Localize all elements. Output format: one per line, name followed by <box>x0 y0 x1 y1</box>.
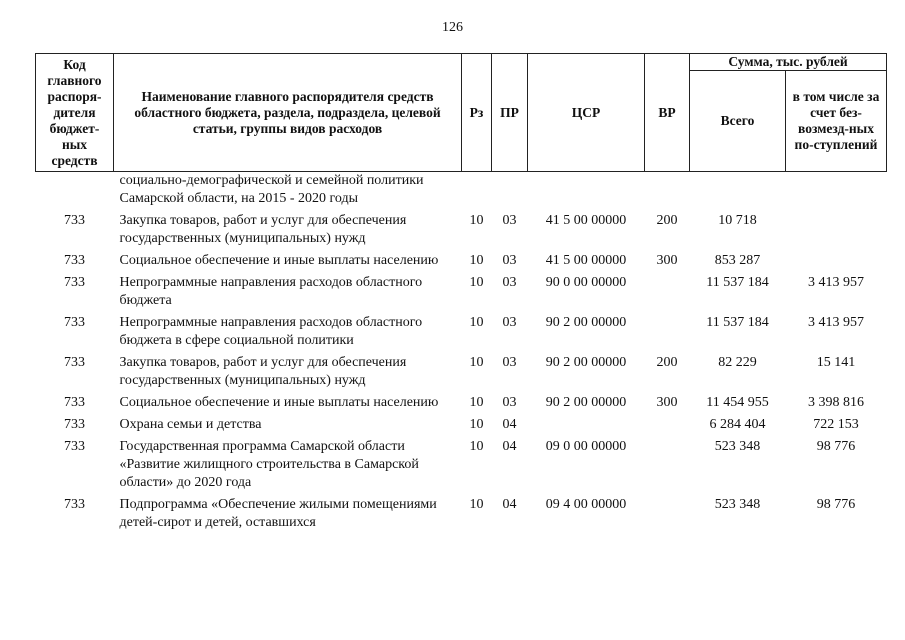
cell-csr: 90 2 00 00000 <box>545 315 627 330</box>
cell-vr: 200 <box>656 213 678 228</box>
cell-code: 733 <box>64 395 85 410</box>
cell-rz: 10 <box>469 315 484 330</box>
cell-name: Непрограммные направления расходов областного бюджета в сфере социальной политики <box>119 315 423 348</box>
cell-pr: 04 <box>502 417 517 432</box>
cell-rz: 10 <box>469 395 484 410</box>
cell-name: Закупка товаров, работ и услуг для обеспечения государственных (муниципальных) нужд <box>119 213 407 246</box>
header-rz: Рз <box>462 54 492 172</box>
cell-vr <box>645 270 690 310</box>
cell-csr <box>528 412 645 434</box>
cell-code: 733 <box>64 213 85 228</box>
table-header <box>36 54 887 172</box>
cell-free: 722 153 <box>813 417 859 432</box>
cell-name: Непрограммные направления расходов областного бюджета <box>119 275 423 308</box>
cell-name: Закупка товаров, работ и услуг для обеспечения государственных (муниципальных) нужд <box>119 355 407 388</box>
header-name: Наименование главного распорядителя средств областного бюджета, раздела, подраздела, целевой статьи, группы видов расходов <box>114 54 462 172</box>
cell-rz: 10 <box>469 439 484 454</box>
cell-code <box>36 172 114 209</box>
cell-csr: 90 2 00 00000 <box>545 355 627 370</box>
cell-total: 11 537 184 <box>706 315 769 330</box>
cell-code: 733 <box>64 439 85 454</box>
cell-free <box>786 248 887 270</box>
cell-vr <box>645 310 690 350</box>
cell-free: 3 413 957 <box>808 315 864 330</box>
cell-code: 733 <box>64 315 85 330</box>
cell-pr: 03 <box>502 315 517 330</box>
cell-free: 98 776 <box>816 439 856 454</box>
cell-pr: 03 <box>502 355 517 370</box>
cell-csr: 09 4 00 00000 <box>545 497 627 512</box>
cell-pr: 04 <box>502 439 517 454</box>
cell-csr: 41 5 00 00000 <box>545 253 627 268</box>
cell-vr <box>645 412 690 434</box>
cell-rz: 10 <box>469 417 484 432</box>
cell-vr: 300 <box>656 253 678 268</box>
table-row <box>36 270 887 310</box>
cell-vr: 300 <box>656 395 678 410</box>
cell-total: 523 348 <box>714 439 761 454</box>
cell-free: 3 398 816 <box>808 395 864 410</box>
cell-csr: 41 5 00 00000 <box>545 213 627 228</box>
table-row <box>36 208 887 248</box>
cell-code: 733 <box>64 275 85 290</box>
cell-total: 523 348 <box>714 497 761 512</box>
budget-table <box>35 53 887 532</box>
cell-vr <box>645 492 690 532</box>
cell-name: Подпрограмма «Обеспечение жилыми помещениями детей-сирот и детей, оставшихся <box>119 497 437 530</box>
cell-vr <box>645 434 690 492</box>
cell-csr: 90 0 00 00000 <box>545 275 627 290</box>
cell-pr: 03 <box>502 395 517 410</box>
cell-name: Охрана семьи и детства <box>119 417 262 432</box>
cell-code: 733 <box>64 497 85 512</box>
cell-csr: 90 2 00 00000 <box>545 395 627 410</box>
table-body <box>36 172 887 533</box>
cell-name: Государственная программа Самарской области «Развитие жилищного строительства в Самарской области» до 2020 года <box>119 439 419 490</box>
cell-total: 10 718 <box>718 213 757 228</box>
cell-rz: 10 <box>469 355 484 370</box>
table-row <box>36 492 887 532</box>
cell-csr: 09 0 00 00000 <box>545 439 627 454</box>
cell-rz: 10 <box>469 497 484 512</box>
cell-code: 733 <box>64 253 85 268</box>
table-row <box>36 434 887 492</box>
header-total: Всего <box>690 71 786 172</box>
cell-total: 853 287 <box>714 253 761 268</box>
header-free: в том числе за счет без-возмезд-ных по-ступлений <box>786 71 887 172</box>
table-row <box>36 310 887 350</box>
cell-code: 733 <box>64 355 85 370</box>
cell-rz: 10 <box>469 213 484 228</box>
cell-free: 15 141 <box>816 355 856 370</box>
table-row <box>36 248 887 270</box>
header-vr: ВР <box>645 54 690 172</box>
header-csr: ЦСР <box>528 54 645 172</box>
table-row <box>36 412 887 434</box>
cell-name: социально-демографической и семейной политики Самарской области, на 2015 - 2020 годы <box>119 173 424 206</box>
cell-pr: 03 <box>502 253 517 268</box>
cell-pr: 03 <box>502 213 517 228</box>
table-row <box>36 390 887 412</box>
cell-total: 6 284 404 <box>709 417 766 432</box>
cell-free: 3 413 957 <box>808 275 864 290</box>
cell-name: Социальное обеспечение и иные выплаты населению <box>119 395 439 410</box>
cell-free: 98 776 <box>816 497 856 512</box>
cell-pr: 04 <box>502 497 517 512</box>
cell-rz: 10 <box>469 275 484 290</box>
page-number: 126 <box>442 20 463 35</box>
header-pr: ПР <box>492 54 528 172</box>
table-row <box>36 350 887 390</box>
cell-name: Социальное обеспечение и иные выплаты населению <box>119 253 439 268</box>
cell-free <box>786 208 887 248</box>
cell-pr: 03 <box>502 275 517 290</box>
cell-code: 733 <box>64 417 85 432</box>
header-code: Код главного распоря-дителя бюджет-ных средств <box>36 54 114 172</box>
cell-total: 11 454 955 <box>706 395 769 410</box>
cell-total: 82 229 <box>718 355 757 370</box>
header-sum: Сумма, тыс. рублей <box>690 54 887 71</box>
continuation-row <box>36 172 887 209</box>
cell-rz: 10 <box>469 253 484 268</box>
cell-total: 11 537 184 <box>706 275 769 290</box>
cell-vr: 200 <box>656 355 678 370</box>
